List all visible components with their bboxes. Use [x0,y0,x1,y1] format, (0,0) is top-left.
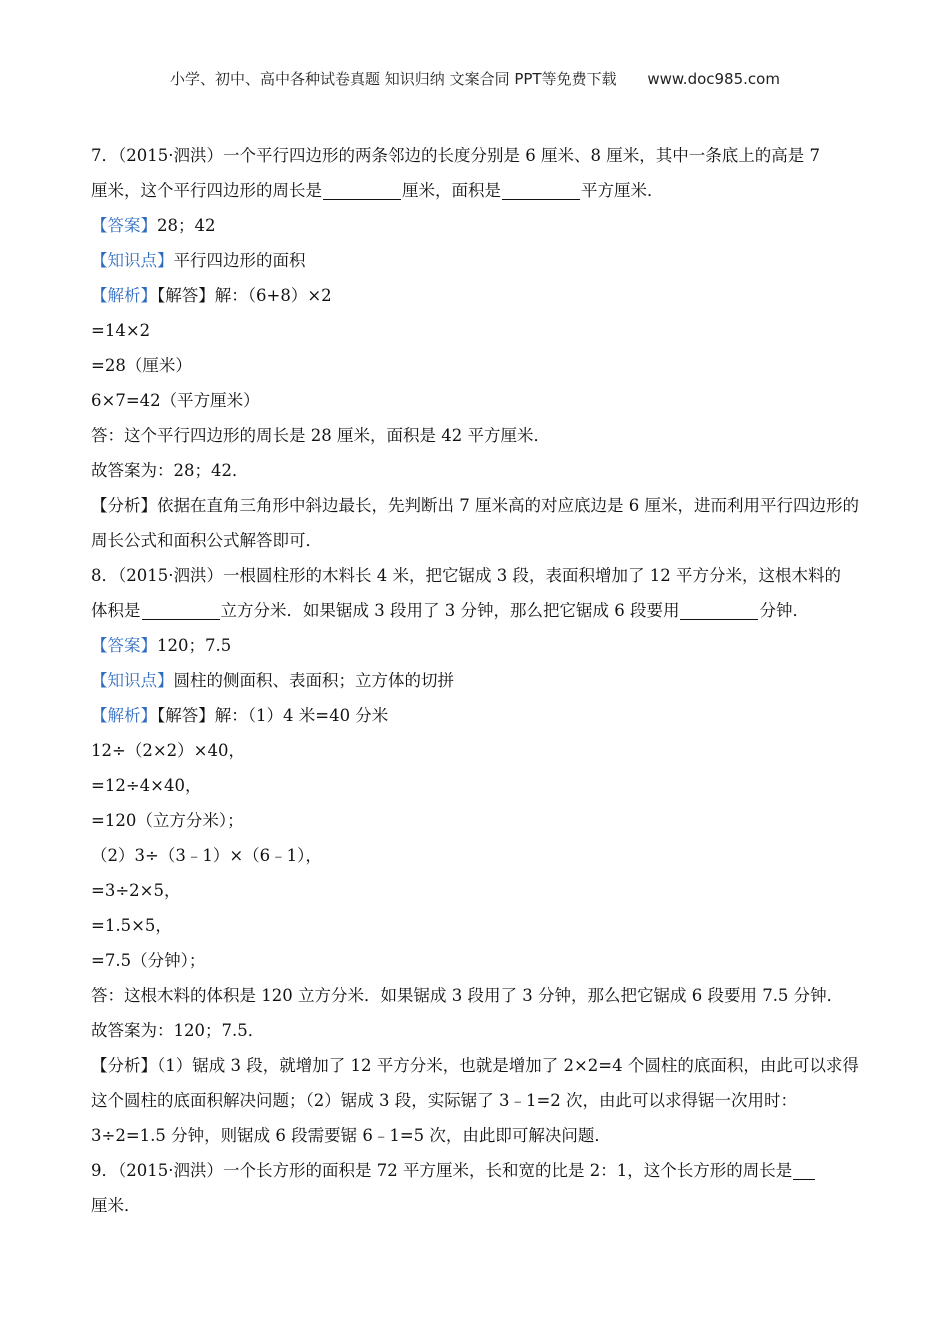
q8-step-1: 12÷（2×2）×40， [91,741,245,760]
q8-step-8: 答：这根木料的体积是 120 立方分米．如果锯成 3 段用了 3 分钟，那么把它锯成 6 段要用 7.5 分钟． [91,986,844,1005]
q7-step-3: 6×7=42（平方厘米） [91,391,260,410]
q9-line1-text: 9．（2015·泗洪）一个长方形的面积是 72 平方厘米，长和宽的比是 2：1，这个长方形的周长是 [91,1161,793,1180]
q7-step-1: =14×2 [91,321,151,340]
q7-fenxi-tag: 【分析】 [91,496,157,515]
q7-analysis-text: 【解答】解：（6+8）×2 [157,286,332,305]
q8-answer [91,628,866,663]
q7-kp-tag: 【知识点】 [91,251,174,270]
q8-step-3: =120（立方分米）； [91,811,244,830]
q7-answer-tag: 【答案】 [91,216,157,235]
q8-answer-text: 120；7.5 [157,636,232,655]
q8-fenxi-text: （1）锯成 3 段，就增加了 12 平方分米，也就是增加了 2×2=4 个圆柱的底面积，由此可以求得这个圆柱的底面积解决问题；（2）锯成 3 段，实际锯了 3﹣1=2 次，由此可以求得锯一次用时：3÷2=1.5 分钟，则锯成 6 段需要锯 6﹣1=5 次，由此即可解决问题． [91,1056,859,1145]
q9-line2: 厘米． [91,1196,141,1215]
q8-line2-a: 体积是 [91,601,141,620]
q8-kp-text: 圆柱的侧面积、表面积；立方体的切拼 [173,671,454,690]
q7-step-2: =28（厘米） [91,356,192,375]
q8-fenxi [91,1048,866,1153]
q7-step-5: 故答案为：28；42． [91,461,249,480]
q7-line1: 7．（2015·泗洪）一个平行四边形的两条邻边的长度分别是 6 厘米、8 厘米，其中一条底上的高是 7 [91,146,820,165]
q7-fenxi [91,488,866,558]
q8-step-6: =1.5×5， [91,916,172,935]
q8-knowledge-point [91,663,866,698]
q7-analysis [91,278,866,313]
q8-step-4: （2）3÷（3﹣1）×（6﹣1）， [91,846,322,865]
q7-knowledge-point [91,243,866,278]
q8-fenxi-tag: 【分析】 [91,1056,157,1075]
q7-fenxi-text: 依据在直角三角形中斜边最长，先判断出 7 厘米高的对应底边是 6 厘米，进而利用平行四边形的周长公式和面积公式解答即可． [91,496,859,550]
q7-analysis-tag: 【解析】 [91,286,157,305]
q7-answer [91,208,866,243]
q8-line2-b: 立方分米．如果锯成 3 段用了 3 分钟，那么把它锯成 6 段要用 [220,601,680,620]
document-body [91,138,866,1223]
q7-answer-text: 28；42 [157,216,216,235]
q8-blank-1 [142,601,220,620]
q7-line2-b: 厘米，面积是 [402,181,501,200]
q8-step-9: 故答案为：120；7.5． [91,1021,265,1040]
header-site: www.doc985.com [647,70,780,88]
q8-step-7: =7.5（分钟）； [91,951,206,970]
q7-line2 [91,173,866,208]
q7-blank-1 [323,181,401,200]
q8-step-2: =12÷4×40， [91,776,202,795]
q8-step-5: =3÷2×5， [91,881,181,900]
q8-analysis-tag: 【解析】 [91,706,157,725]
q8-answer-tag: 【答案】 [91,636,157,655]
q9-blank [793,1161,815,1180]
q9-line1 [91,1153,866,1188]
q7-blank-2 [502,181,580,200]
q8-analysis [91,698,866,733]
q8-blank-2 [680,601,758,620]
q7-kp-text: 平行四边形的面积 [173,251,306,270]
q8-line2 [91,593,866,628]
q8-line2-c: 分钟． [759,601,809,620]
q7-line2-c: 平方厘米． [581,181,664,200]
header-text: 小学、初中、高中各种试卷真题 知识归纳 文案合同 PPT等免费下载 [170,70,617,88]
q7-step-4: 答：这个平行四边形的周长是 28 厘米，面积是 42 平方厘米． [91,426,550,445]
q8-kp-tag: 【知识点】 [91,671,174,690]
q7-line2-a: 厘米，这个平行四边形的周长是 [91,181,322,200]
page-header [0,68,950,89]
q8-line1: 8．（2015·泗洪）一根圆柱形的木料长 4 米，把它锯成 3 段，表面积增加了 12 平方分米，这根木料的 [91,566,841,585]
q8-analysis-text: 【解答】解：（1）4 米=40 分米 [157,706,389,725]
